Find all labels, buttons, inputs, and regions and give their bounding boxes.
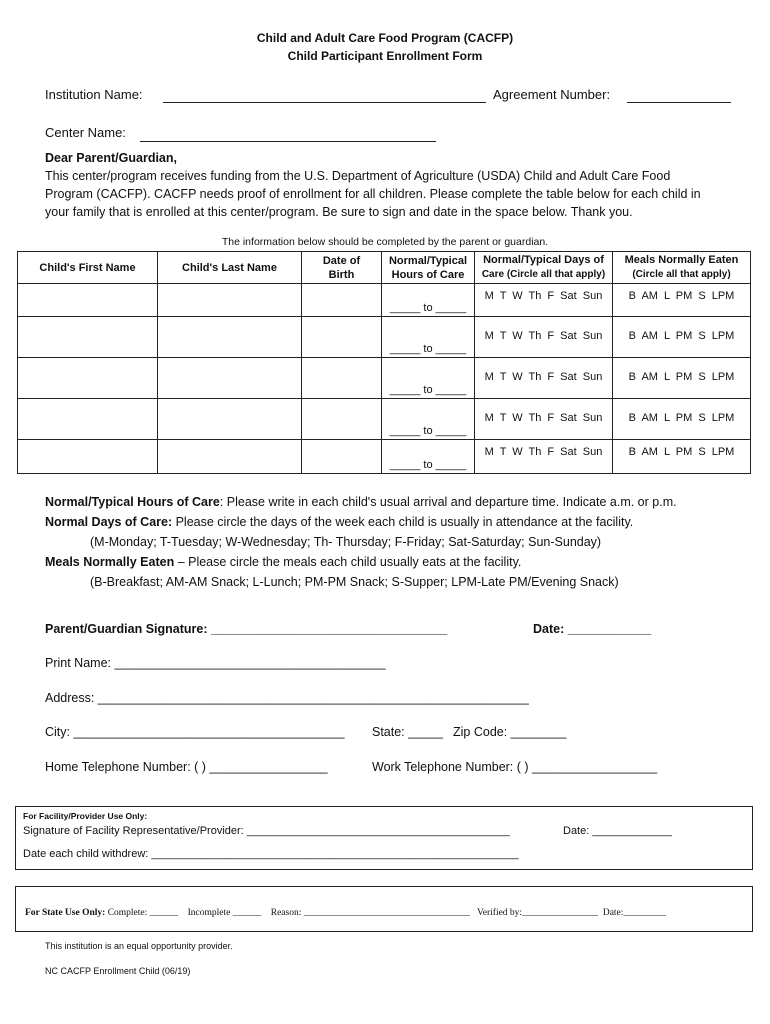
table-row bbox=[18, 440, 751, 474]
meals-options: B AM L PM S LPM bbox=[628, 330, 735, 342]
hours-blank: _____ to _____ bbox=[389, 302, 467, 314]
meals-instruction bbox=[45, 553, 521, 571]
intro-line-2: Program (CACFP). CACFP needs proof of enrollment for all children. Please complete the table below for each child in bbox=[45, 187, 701, 201]
first-name-cell[interactable] bbox=[18, 399, 158, 440]
col-meals bbox=[613, 252, 751, 284]
last-name-cell[interactable] bbox=[158, 358, 302, 399]
table-row bbox=[18, 317, 751, 358]
meals-options: B AM L PM S LPM bbox=[628, 412, 735, 424]
institution-name-label: Institution Name: bbox=[45, 87, 143, 102]
days-options: M T W Th F Sat Sun bbox=[484, 371, 603, 383]
first-name-cell[interactable] bbox=[18, 317, 158, 358]
col-last-name: Child's Last Name bbox=[158, 252, 302, 284]
col-dob-line2: Birth bbox=[328, 268, 355, 281]
meals-cell[interactable] bbox=[613, 358, 751, 399]
col-days-line2: Care (Circle all that apply) bbox=[481, 269, 606, 280]
dob-cell[interactable] bbox=[302, 440, 382, 474]
first-name-cell[interactable] bbox=[18, 284, 158, 317]
dob-cell[interactable] bbox=[302, 358, 382, 399]
home-phone-field[interactable]: Home Telephone Number: ( ) _________________ bbox=[45, 760, 328, 774]
center-name-field[interactable] bbox=[140, 141, 436, 142]
days-instruction-text: Please circle the days of the week each child is usually in attendance at the facility. bbox=[172, 515, 634, 529]
days-cell[interactable] bbox=[475, 440, 613, 474]
state-incomplete-field[interactable]: Incomplete ______ bbox=[187, 908, 262, 918]
agreement-number-label: Agreement Number: bbox=[493, 87, 611, 102]
state-reason-field[interactable]: Reason: ___________________________________ bbox=[270, 908, 470, 918]
hours-instruction-text: : Please write in each child's usual arrival and departure time. Indicate a.m. or p.m. bbox=[219, 495, 677, 509]
institution-name-field[interactable] bbox=[163, 102, 486, 103]
form-id: NC CACFP Enrollment Child (06/19) bbox=[45, 966, 191, 976]
table-header-row bbox=[18, 252, 751, 284]
hours-blank: _____ to _____ bbox=[389, 425, 467, 437]
dob-cell[interactable] bbox=[302, 399, 382, 440]
hours-blank: _____ to _____ bbox=[389, 384, 467, 396]
zip-code-field[interactable]: Zip Code: ________ bbox=[453, 725, 567, 739]
days-options: M T W Th F Sat Sun bbox=[484, 446, 603, 458]
facility-date-field[interactable]: Date: _____________ bbox=[563, 825, 672, 837]
facility-use-box bbox=[15, 806, 753, 870]
state-field[interactable]: State: _____ bbox=[372, 725, 443, 739]
hours-cell[interactable] bbox=[382, 284, 475, 317]
print-name-field[interactable]: Print Name: _______________________________________ bbox=[45, 656, 386, 670]
address-field[interactable]: Address: ______________________________________________________________ bbox=[45, 691, 529, 705]
meals-cell[interactable] bbox=[613, 317, 751, 358]
facility-heading: For Facility/Provider Use Only: bbox=[23, 811, 148, 821]
hours-cell[interactable] bbox=[382, 399, 475, 440]
state-verified-field[interactable]: Verified by:________________ bbox=[476, 908, 599, 918]
state-row bbox=[25, 908, 666, 918]
days-options: M T W Th F Sat Sun bbox=[484, 412, 603, 424]
last-name-cell[interactable] bbox=[158, 284, 302, 317]
days-cell[interactable] bbox=[475, 317, 613, 358]
days-key: (M-Monday; T-Tuesday; W-Wednesday; Th- Thursday; F-Friday; Sat-Saturday; Sun-Sunday) bbox=[90, 535, 602, 549]
meals-instruction-text: – Please circle the meals each child usually eats at the facility. bbox=[174, 555, 522, 569]
hours-cell[interactable] bbox=[382, 317, 475, 358]
enrollment-table bbox=[17, 251, 751, 474]
days-instruction-label: Normal Days of Care: bbox=[45, 515, 173, 529]
last-name-cell[interactable] bbox=[158, 399, 302, 440]
hours-cell[interactable] bbox=[382, 440, 475, 474]
state-complete-field[interactable]: Complete: ______ bbox=[107, 908, 179, 918]
col-days bbox=[475, 252, 613, 284]
meals-options: B AM L PM S LPM bbox=[628, 371, 735, 383]
form-subtitle: Child Participant Enrollment Form bbox=[287, 49, 483, 63]
days-options: M T W Th F Sat Sun bbox=[484, 330, 603, 342]
col-first-name: Child's First Name bbox=[18, 252, 158, 284]
meals-options: B AM L PM S LPM bbox=[628, 290, 735, 302]
intro-line-3: your family that is enrolled at this center/program. Be sure to sign and date in the space below. Thank you. bbox=[45, 205, 633, 219]
signature-date-field[interactable]: Date: ____________ bbox=[533, 622, 652, 636]
greeting: Dear Parent/Guardian, bbox=[45, 151, 177, 165]
table-note: The information below should be completed by the parent or guardian. bbox=[221, 236, 549, 248]
state-use-box bbox=[15, 886, 753, 932]
days-instruction bbox=[45, 513, 633, 531]
dob-cell[interactable] bbox=[302, 317, 382, 358]
work-phone-field[interactable]: Work Telephone Number: ( ) __________________ bbox=[372, 760, 658, 774]
withdrew-date-field[interactable]: Date each child withdrew: ____________________________________________________________ bbox=[23, 848, 519, 860]
equal-opportunity-statement: This institution is an equal opportunity provider. bbox=[45, 941, 233, 951]
days-cell[interactable] bbox=[475, 358, 613, 399]
col-meals-line2: (Circle all that apply) bbox=[632, 269, 731, 280]
hours-instruction bbox=[45, 493, 677, 511]
col-hours bbox=[382, 252, 475, 284]
center-name-label: Center Name: bbox=[45, 125, 126, 140]
days-cell[interactable] bbox=[475, 399, 613, 440]
hours-instruction-label: Normal/Typical Hours of Care bbox=[45, 495, 220, 509]
city-field[interactable]: City: _______________________________________ bbox=[45, 725, 345, 739]
first-name-cell[interactable] bbox=[18, 358, 158, 399]
col-dob-line1: Date of bbox=[322, 254, 361, 267]
table-row bbox=[18, 284, 751, 317]
last-name-cell[interactable] bbox=[158, 440, 302, 474]
col-meals-line1: Meals Normally Eaten bbox=[624, 254, 739, 266]
meals-options: B AM L PM S LPM bbox=[628, 446, 735, 458]
col-days-line1: Normal/Typical Days of bbox=[483, 254, 604, 266]
col-hours-line2: Hours of Care bbox=[391, 268, 465, 281]
dob-cell[interactable] bbox=[302, 284, 382, 317]
col-hours-line1: Normal/Typical bbox=[388, 254, 468, 267]
last-name-cell[interactable] bbox=[158, 317, 302, 358]
facility-signature-field[interactable]: Signature of Facility Representative/Provider: ___________________________________________ bbox=[23, 825, 510, 837]
intro-line-1: This center/program receives funding from the U.S. Department of Agriculture (USDA) Child and Adult Care Food bbox=[45, 169, 671, 183]
table-row bbox=[18, 399, 751, 440]
first-name-cell[interactable] bbox=[18, 440, 158, 474]
days-cell[interactable] bbox=[475, 284, 613, 317]
days-options: M T W Th F Sat Sun bbox=[484, 290, 603, 302]
col-dob bbox=[302, 252, 382, 284]
hours-blank: _____ to _____ bbox=[389, 459, 467, 471]
parent-signature-field[interactable]: Parent/Guardian Signature: __________________________________ bbox=[45, 622, 448, 636]
meals-key: (B-Breakfast; AM-AM Snack; L-Lunch; PM-PM Snack; S-Supper; LPM-Late PM/Evening Snack) bbox=[90, 575, 619, 589]
state-use-label: For State Use Only: bbox=[25, 908, 106, 918]
agreement-number-field[interactable] bbox=[627, 102, 731, 103]
form-title: Child and Adult Care Food Program (CACFP) bbox=[256, 31, 514, 45]
meals-cell[interactable] bbox=[613, 399, 751, 440]
state-date-field[interactable]: Date:_________ bbox=[602, 908, 667, 918]
meals-cell[interactable] bbox=[613, 440, 751, 474]
meals-instruction-label: Meals Normally Eaten bbox=[45, 555, 175, 569]
table-row bbox=[18, 358, 751, 399]
hours-cell[interactable] bbox=[382, 358, 475, 399]
hours-blank: _____ to _____ bbox=[389, 343, 467, 355]
meals-cell[interactable] bbox=[613, 284, 751, 317]
